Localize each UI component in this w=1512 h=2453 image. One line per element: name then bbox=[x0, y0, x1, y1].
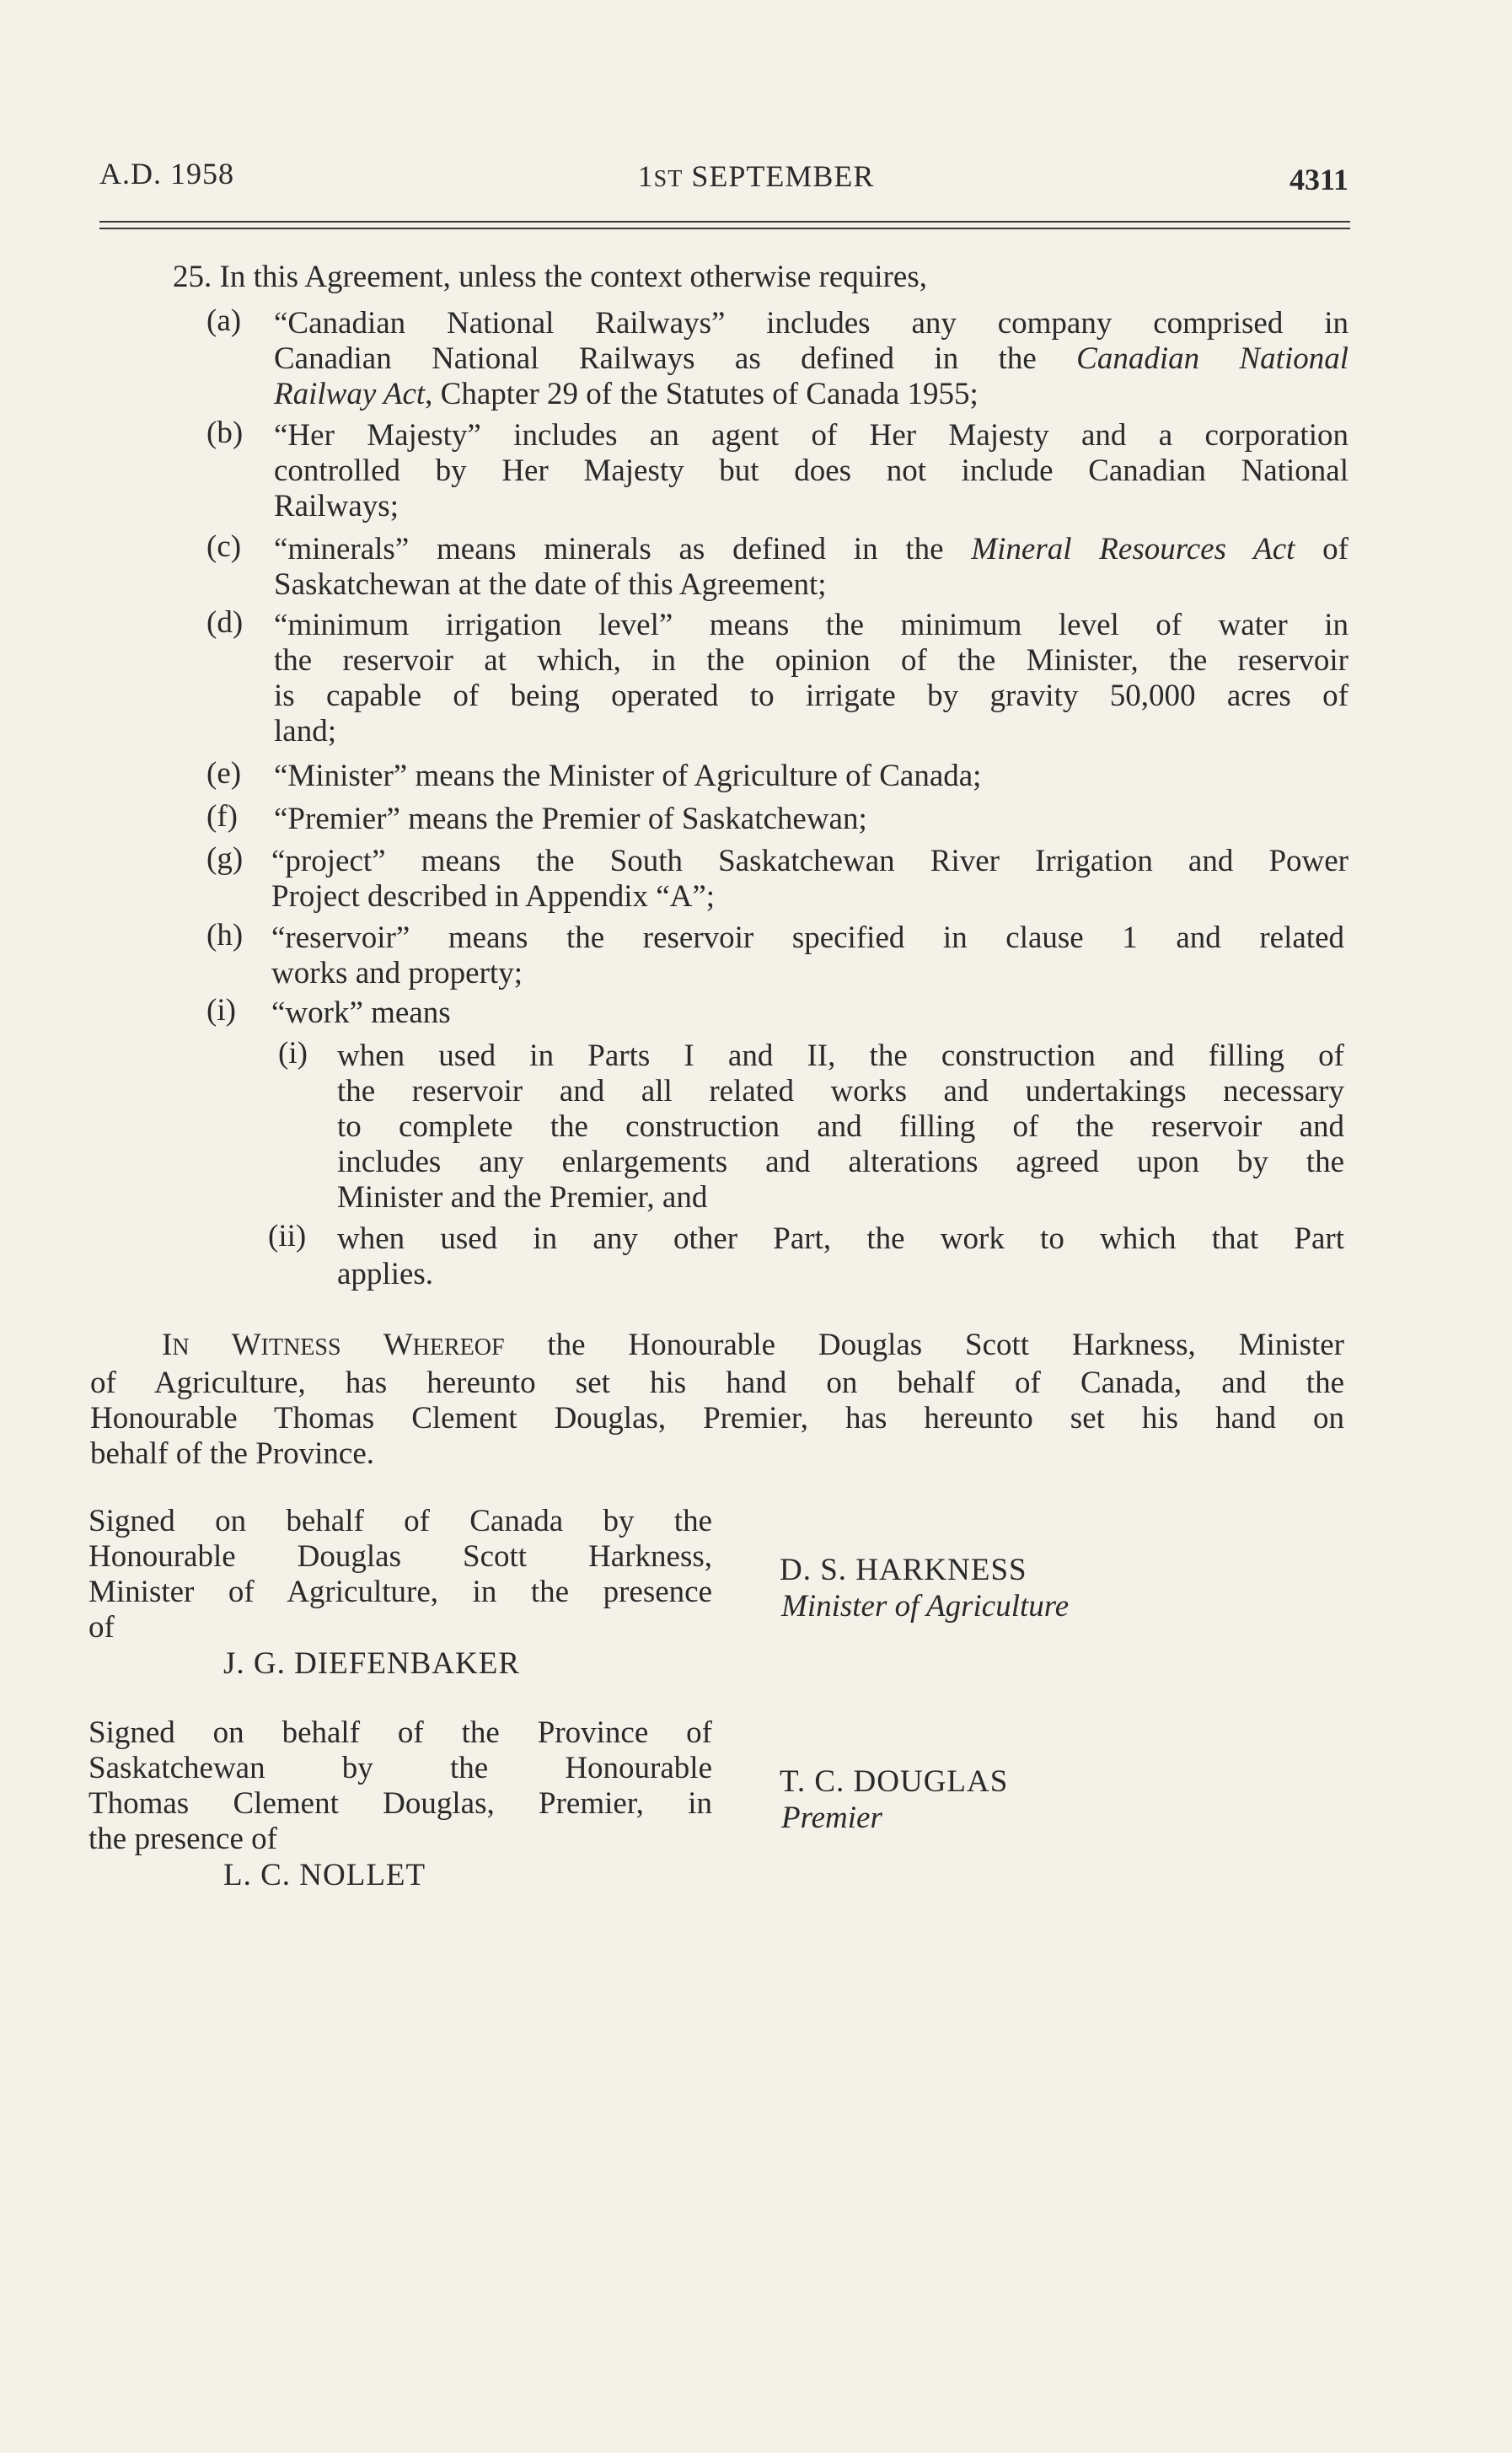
signature-note-province: Signed on behalf of the Province of Saskatchewan by the Honourable Thomas Clement Douglas, Premier, in the presence of bbox=[88, 1715, 712, 1856]
subdefinition-i: when used in Parts I and II, the construction and filling of the reservoir and all related works and undertakings necessary to complete the construction and filling of the reservoir and includes any enlargements and alterations agreed upon by the Minister and the Premier, and bbox=[337, 1039, 1344, 1215]
header-rule-top bbox=[99, 221, 1350, 223]
header-day: 1 bbox=[637, 159, 654, 193]
definition-c: “minerals” means minerals as defined in the Mineral Resources Act of Saskatchewan at the date of this Agreement; bbox=[274, 532, 1348, 602]
signer-title-canada: Minister of Agriculture bbox=[781, 1589, 1070, 1624]
definition-i: “work” means bbox=[271, 996, 451, 1030]
item-label-d: (d) bbox=[206, 605, 244, 640]
signer-name-province: T. C. DOUGLAS bbox=[780, 1764, 1009, 1799]
definition-a: “Canadian National Railways” includes any company comprised in Canadian National Railways as defined in the Canadian National Railway Act, Chapter 29 of the Statutes of Canada 1955; bbox=[274, 306, 1348, 411]
page-number: 4311 bbox=[1289, 163, 1348, 196]
definition-a-tail: , Chapter 29 of the Statutes of Canada 1955; bbox=[425, 377, 979, 411]
definition-b: “Her Majesty” includes an agent of Her Majesty and a corporation controlled by Her Majesty but does not include Canadian National Railways; bbox=[274, 418, 1348, 523]
header-year: A.D. 1958 bbox=[99, 157, 234, 191]
definition-e: “Minister” means the Minister of Agriculture of Canada; bbox=[274, 759, 982, 793]
definition-h: “reservoir” means the reservoir specified in clause 1 and related works and property; bbox=[271, 921, 1344, 990]
item-label-f: (f) bbox=[206, 799, 238, 834]
item-label-g: (g) bbox=[206, 841, 244, 876]
signer-name-canada: D. S. HARKNESS bbox=[780, 1553, 1027, 1587]
definition-d: “minimum irrigation level” means the minimum level of water in the reservoir at which, in the opinion of the Minister, the reservoir is capable of being operated to irrigate by gravity 50,000 acres of land; bbox=[274, 608, 1348, 749]
definition-g: “project” means the South Saskatchewan River Irrigation and Power Project described in Appendix “A”; bbox=[271, 844, 1348, 914]
witness-name-canada: J. G. DIEFENBAKER bbox=[223, 1646, 521, 1681]
signature-note-canada: Signed on behalf of Canada by the Honourable Douglas Scott Harkness, Minister of Agriculture, in the presence of bbox=[88, 1504, 712, 1645]
item-label-e: (e) bbox=[206, 756, 242, 791]
header-rule-bottom bbox=[99, 228, 1350, 229]
header-month: SEPTEMBER bbox=[683, 159, 875, 193]
item-label-i: (i) bbox=[206, 993, 236, 1028]
header-ordinal: ST bbox=[653, 166, 684, 192]
item-label-b: (b) bbox=[206, 416, 244, 450]
signer-title-province: Premier bbox=[781, 1801, 882, 1835]
item-label-c: (c) bbox=[206, 529, 242, 564]
subitem-label-ii: (ii) bbox=[268, 1219, 307, 1253]
subitem-label-i: (i) bbox=[278, 1036, 308, 1071]
header-date bbox=[0, 158, 1512, 194]
witness-clause: IN WITNESS WHEREOF the Honourable Douglas Scott Harkness, Minister of Agriculture, has hereunto set his hand on behalf of Canada, and the Honourable Thomas Clement Douglas, Premier, has hereunto set his hand on behalf of the Province. bbox=[90, 1328, 1344, 1471]
witness-name-province: L. C. NOLLET bbox=[223, 1858, 426, 1892]
clause-intro: 25. In this Agreement, unless the context otherwise requires, bbox=[173, 260, 927, 294]
definition-f: “Premier” means the Premier of Saskatchewan; bbox=[274, 802, 867, 836]
item-label-h: (h) bbox=[206, 918, 244, 953]
item-label-a: (a) bbox=[206, 303, 242, 338]
subdefinition-ii: when used in any other Part, the work to which that Part applies. bbox=[337, 1221, 1344, 1291]
